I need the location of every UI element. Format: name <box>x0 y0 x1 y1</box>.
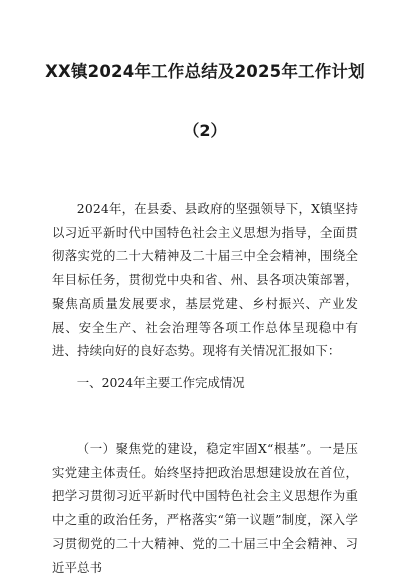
section-paragraph: （一）聚焦党的建设，稳定牢固X“根基”。一是压实党建主体责任。始终坚持把政治思想建设放在首位，把学习贯彻习近平新时代中国特色社会主义思想作为重中之重的政治任务，严格落实“第一议题”制度，深入学习贯彻党的二十大精神、党的二十届三中全会精神、习近平总书 <box>52 441 358 575</box>
document-subtitle: （2） <box>183 121 227 140</box>
section-heading: 一、2024年主要工作完成情况 <box>76 375 245 390</box>
intro-paragraph: 2024年，在县委、县政府的坚强领导下，X镇坚持以习近平新时代中国特色社会主义思想为指导，全面贯彻落实党的二十大精神及二十届三中全会精神，围绕全年目标任务，贯彻党中央和省、州、县各项决策部署，聚焦高质量发展要求，基层党建、乡村振兴、产业发展、安全生产、社会治理等各项工作总体呈现稳中有进、持续向好的良好态势。现将有关情况汇报如下： <box>52 201 358 359</box>
document-title: XX镇2024年工作总结及2025年工作计划 <box>45 62 365 81</box>
